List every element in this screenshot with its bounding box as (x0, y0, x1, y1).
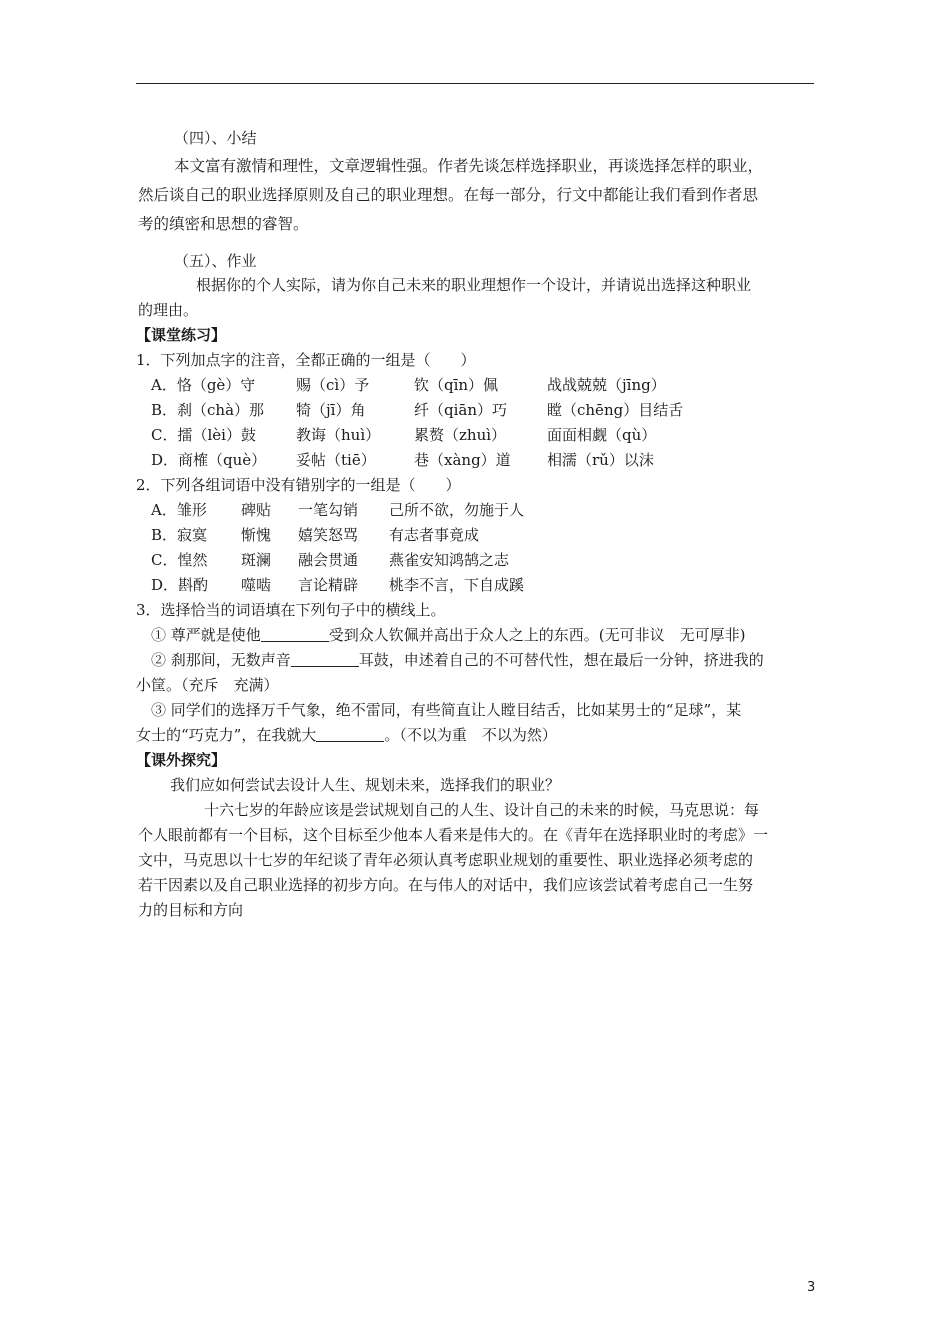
q2-stem: 2．下列各组词语中没有错别字的一组是（ ） (136, 476, 461, 494)
summary-line-3: 考的缜密和思想的睿智。 (138, 215, 309, 233)
q3-sentence-3: ③ 同学们的选择万千气象，绝不雷同，有些简直让人瞠目结舌，比如某男士的“足球”，某 (151, 701, 742, 719)
q3-sentence-1 (151, 624, 746, 646)
q3-stem: 3．选择恰当的词语填在下列句子中的横线上。 (136, 601, 446, 619)
explore-line-1: 十六七岁的年龄应该是尝试规划自己的人生、设计自己的未来的时候，马克思说：每 (204, 801, 760, 819)
summary-heading: （四）、小结 (174, 129, 257, 147)
page-number: 3 (807, 1280, 816, 1295)
exercise-heading: 【课堂练习】 (136, 326, 227, 344)
q1-b-2: 犄（jī）角 (296, 401, 366, 419)
q1-a-1: A．恪（gè）守 (151, 376, 256, 394)
q2-a-2: 碑贴 (241, 501, 272, 519)
q1-d-2: 妥帖（tiē） (296, 451, 376, 469)
homework-line-1: 根据你的个人实际，请为你自己未来的职业理想作一个设计，并请说出选择这种职业 (196, 276, 752, 294)
q1-a-4: 战战兢兢（jīng） (547, 376, 666, 394)
q1-b-1: B．刹（chà）那 (151, 401, 265, 419)
q1-c-4: 面面相觑（qù） (547, 426, 657, 444)
explore-line-2: 个人眼前都有一个目标，这个目标至少他本人看来是伟大的。在《青年在选择职业时的考虑》一 (138, 826, 769, 844)
q2-b-4: 有志者事竟成 (389, 526, 480, 544)
q1-c-1: C．擂（lèi）鼓 (151, 426, 256, 444)
q1-a-2: 赐（cì）予 (296, 376, 370, 394)
q3-s1-part-a: ① 尊严就是使他 (151, 626, 261, 644)
summary-line-1: 本文富有激情和理性，文章逻辑性强。作者先谈怎样选择职业，再谈选择怎样的职业， (174, 157, 764, 175)
q3-sentence-2-cont: 小筐。（充斥 充满） (136, 676, 279, 694)
q2-a-3: 一笔勾销 (298, 501, 359, 519)
q1-b-4: 瞠（chēng）目结舌 (547, 401, 684, 419)
q3-s3-blank (316, 727, 384, 742)
explore-line-3: 文中，马克思以十七岁的年纪谈了青年必须认真考虑职业规划的重要性、职业选择必须考虑的 (138, 851, 754, 869)
q3-s2-part-b: 无数声音 (230, 651, 291, 669)
q3-s2-part-a: ② 刹那间， (151, 651, 231, 669)
explore-line-4: 若干因素以及自己职业选择的初步方向。在与伟人的对话中，我们应该尝试着考虑自己一生努 (138, 876, 754, 894)
q1-b-3: 纤（qiān）巧 (414, 401, 508, 419)
summary-line-2: 然后谈自己的职业选择原则及自己的职业理想。在每一部分，行文中都能让我们看到作者思 (138, 186, 759, 204)
q2-b-1: B．寂寞 (151, 526, 208, 544)
header-rule (136, 83, 814, 84)
explore-line-5: 力的目标和方向 (138, 901, 244, 919)
explore-question: 我们应如何尝试去设计人生、规划未来，选择我们的职业？ (170, 776, 561, 794)
q2-b-3: 嬉笑怒骂 (298, 526, 359, 544)
q3-s2-blank (291, 652, 359, 667)
q2-c-2: 斑澜 (241, 551, 272, 569)
q3-s3-part-c: 。（不以为重 不以为然） (384, 726, 557, 744)
q2-a-4: 己所不欲，勿施于人 (389, 501, 525, 519)
q3-s2-part-c: 耳鼓，申述着自己的不可替代性，想在最后一分钟，挤进我的 (358, 651, 764, 669)
q2-c-4: 燕雀安知鸿鹄之志 (389, 551, 510, 569)
q3-s1-blank (261, 627, 329, 642)
q3-s1-part-b: 受到众人钦佩并高出于众人之上的东西。(无可非议 无可厚非) (328, 626, 746, 644)
q1-stem: 1．下列加点字的注音，全都正确的一组是（ ） (136, 351, 476, 369)
q1-c-2: 教诲（huì） (296, 426, 381, 444)
q2-a-1: A．雏形 (151, 501, 207, 519)
homework-line-2: 的理由。 (138, 301, 199, 319)
q3-sentence-3-cont (136, 724, 557, 746)
q2-b-2: 惭愧 (241, 526, 272, 544)
q3-sentence-2 (151, 649, 764, 671)
q2-c-1: C．惶然 (151, 551, 208, 569)
q1-d-1: D．商榷（què） (151, 451, 267, 469)
homework-heading: （五）、作业 (174, 252, 257, 270)
q1-d-4: 相濡（rǔ）以沫 (547, 451, 654, 469)
q1-a-3: 钦（qīn）佩 (414, 376, 499, 394)
q1-c-3: 累赘（zhuì） (414, 426, 507, 444)
q2-d-4: 桃李不言，下自成蹊 (389, 576, 525, 594)
explore-heading: 【课外探究】 (136, 751, 227, 769)
q1-d-3: 巷（xàng）道 (414, 451, 511, 469)
q2-d-3: 言论精辟 (298, 576, 359, 594)
q2-d-1: D．斟酌 (151, 576, 209, 594)
q2-c-3: 融会贯通 (298, 551, 359, 569)
q2-d-2: 噬啮 (241, 576, 272, 594)
q3-s3-part-b: 女士的“巧克力”，在我就大 (136, 726, 317, 744)
